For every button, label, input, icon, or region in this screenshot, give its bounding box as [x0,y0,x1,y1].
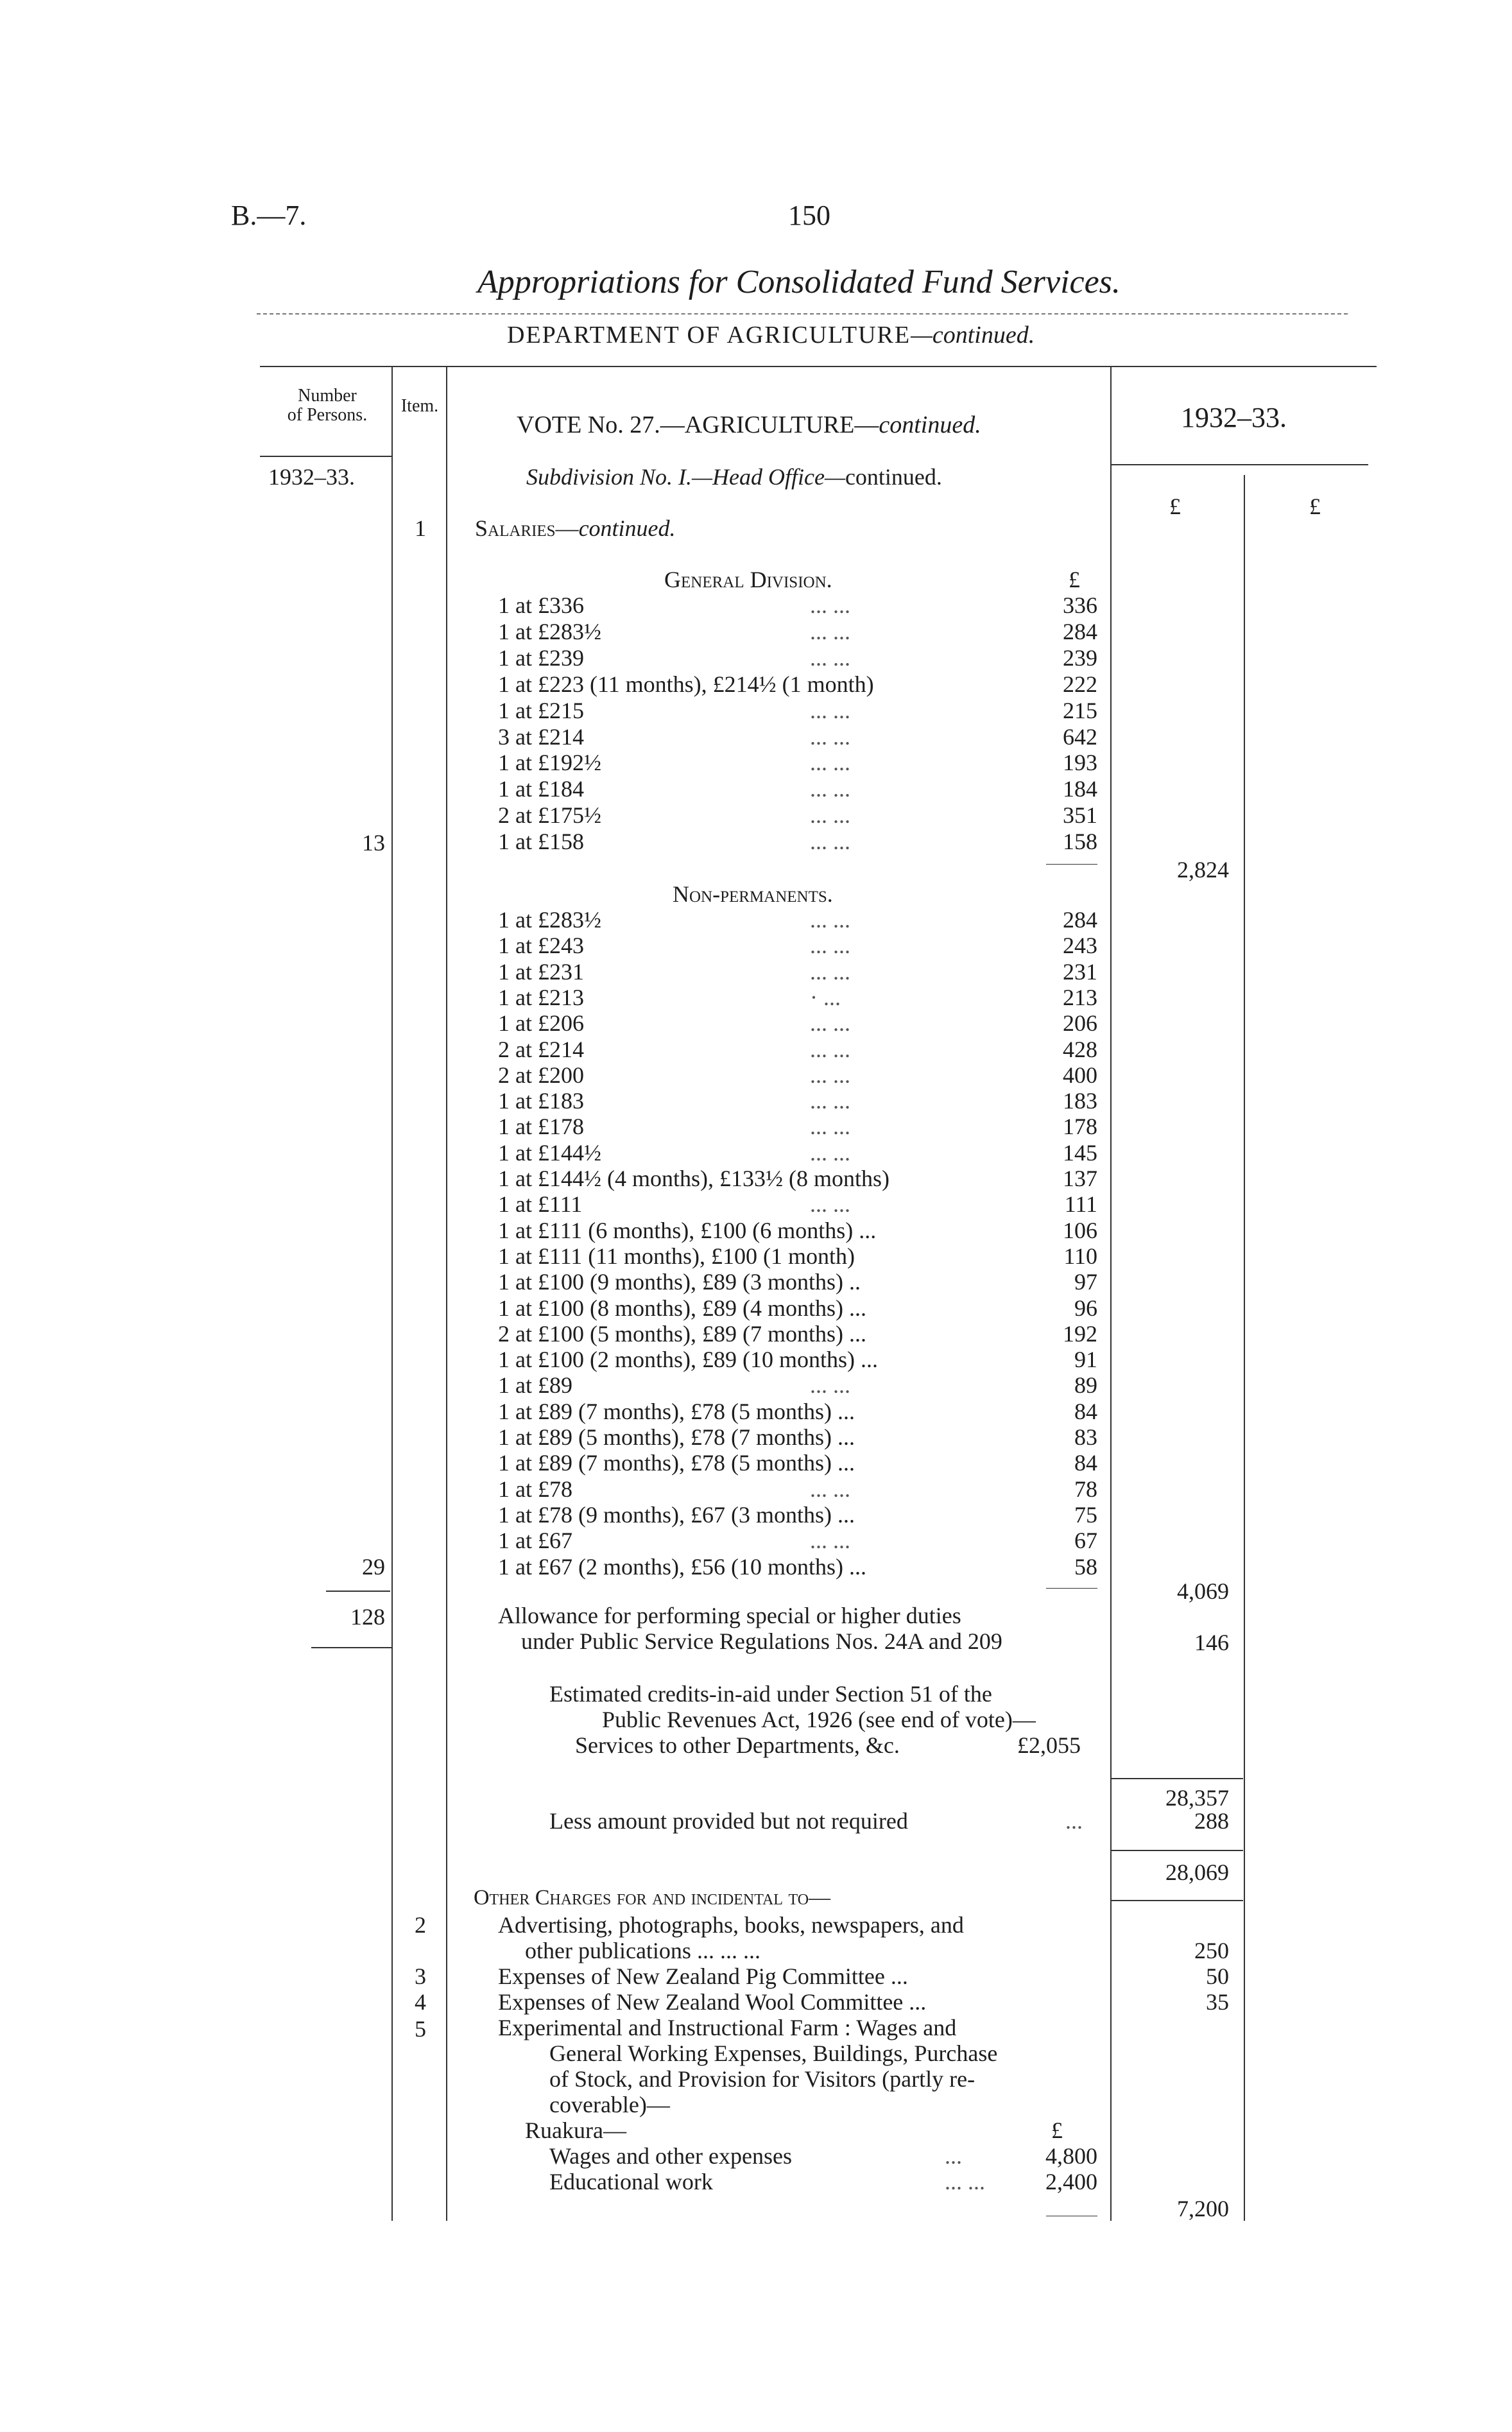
charge-amount: 35 [1206,1989,1229,2015]
persons-rule-2 [311,1647,391,1648]
total-persons: 128 [350,1604,385,1630]
salary-row-desc: 1 at £283½ [498,907,601,933]
general-division-heading: General Division. [664,567,832,592]
salary-row-desc: 1 at £192½ [498,750,601,775]
salary-row-dots: ... ... [810,698,850,723]
charge-line2: other publications ... ... ... [525,1938,760,1963]
farm-row-desc: Educational work [549,2169,713,2195]
persons-header-line1: Number [298,386,357,406]
salary-row-amount: 145 [1063,1140,1097,1166]
other-charges-heading: Other Charges for and incidental to— [474,1886,831,1910]
salary-row-dots: ... ... [810,933,850,958]
salaries-label: Salaries— [475,515,579,541]
salary-row-amount: 91 [1074,1347,1097,1372]
department-heading [507,321,1035,349]
salary-row-dots: ... ... [810,1372,850,1398]
salary-row-amount: 67 [1074,1528,1097,1553]
salary-row-dots: ... ... [810,1010,850,1036]
year-header-rule [1112,464,1368,465]
vote-header [517,411,981,439]
salary-row-amount: 184 [1063,776,1097,802]
salary-row-dots: ... ... [810,802,850,828]
salary-row-dots: ... ... [810,1088,850,1114]
credits-amount: £2,055 [1017,1732,1081,1758]
salary-row-dots: ... ... [810,776,850,802]
farm-total: 7,200 [1177,2196,1229,2221]
salary-row-amount: 89 [1074,1372,1097,1398]
non-permanents-heading: Non-permanents. [673,881,833,907]
department-suffix: —continued. [911,322,1035,349]
salary-row-amount: 400 [1063,1062,1097,1088]
salary-row-desc: 1 at £215 [498,698,584,723]
salary-row-amount: 192 [1063,1321,1097,1347]
subdivision-italic: Subdivision No. I.—Head Office— [526,464,845,490]
subtotal-rule [1112,1778,1243,1779]
charge-line1: Advertising, photographs, books, newspapers, and [498,1912,964,1938]
salaries-item-number: 1 [415,515,426,541]
salary-row-desc: 1 at £206 [498,1010,584,1036]
currency-right: £ [1309,494,1321,519]
farm-line1: Experimental and Instructional Farm : Wages and [498,2015,957,2040]
charge-line1: Expenses of New Zealand Pig Committee ... [498,1963,908,1989]
salary-row-amount: 183 [1063,1088,1097,1114]
salary-row-desc: 1 at £144½ (4 months), £133½ (8 months) [498,1166,889,1191]
salary-row-desc: 1 at £144½ [498,1140,601,1166]
allowance-line2: under Public Service Regulations Nos. 24A and 209 [521,1628,1002,1654]
salary-row-desc: 1 at £89 (7 months), £78 (5 months) ... [498,1399,855,1424]
salary-row-dots: ... ... [810,1528,850,1553]
allowance-line1: Allowance for performing special or higher duties [498,1603,961,1628]
persons-header-rule [260,456,391,457]
salary-row-dots: · ... [810,985,841,1010]
money-column-rule-left [1110,366,1112,2221]
page-number: 150 [788,200,830,231]
salary-row-desc: 3 at £214 [498,724,584,750]
persons-header [263,386,391,425]
year-header: 1932–33. [1181,402,1287,433]
persons-rule-1 [326,1591,390,1592]
currency-left: £ [1169,494,1181,519]
farm-item-number: 5 [415,2016,426,2042]
salary-row-desc: 1 at £231 [498,959,584,985]
item-column-rule-left [391,366,393,2221]
salaries-heading [475,515,676,542]
charge-amount: 250 [1194,1938,1229,1963]
salary-row-desc: 1 at £89 (5 months), £78 (7 months) ... [498,1424,855,1450]
salary-row-desc: 1 at £89 (7 months), £78 (5 months) ... [498,1450,855,1476]
subtotal: 28,357 [1165,1785,1229,1811]
salary-row-desc: 1 at £100 (2 months), £89 (10 months) ... [498,1347,878,1372]
page-reference: B.—7. [231,200,307,231]
salary-row-dots: ... ... [810,1114,850,1139]
less-label: Less amount provided but not required [549,1808,908,1834]
net-total-rule [1112,1850,1243,1851]
salary-row-dots: ... ... [810,750,850,775]
general-division-rule [1046,864,1097,865]
item-header: Item. [400,396,439,416]
credits-line2: Public Revenues Act, 1926 (see end of vote)— [602,1707,1036,1732]
salary-row-amount: 96 [1074,1295,1097,1321]
table-top-rule [260,366,1377,367]
salary-row-desc: 1 at £283½ [498,619,601,644]
non-permanents-total: 4,069 [1177,1578,1229,1604]
page-title: Appropriations for Consolidated Fund Services. [477,264,1121,300]
salary-row-amount: 84 [1074,1399,1097,1424]
charge-item-number: 3 [415,1963,426,1989]
salary-row-amount: 58 [1074,1554,1097,1580]
salary-row-desc: 1 at £111 (11 months), £100 (1 month) [498,1243,855,1269]
farm-row-dots: ... [945,2143,962,2169]
salary-row-desc: 1 at £100 (9 months), £89 (3 months) .. [498,1269,861,1295]
charge-item-number: 2 [415,1912,426,1938]
salary-row-desc: 2 at £100 (5 months), £89 (7 months) ... [498,1321,866,1347]
salary-row-dots: ... ... [810,592,850,618]
salary-row-amount: 231 [1063,959,1097,985]
charge-amount: 50 [1206,1963,1229,1989]
persons-year: 1932–33. [268,464,355,490]
net-total-rule-bottom [1112,1900,1243,1901]
salary-row-amount: 336 [1063,592,1097,618]
salary-row-desc: 1 at £158 [498,829,584,854]
salary-row-amount: 193 [1063,750,1097,775]
salary-row-amount: 351 [1063,802,1097,828]
subdivision-plain: continued. [845,464,942,490]
salary-row-dots: ... ... [810,1037,850,1062]
salary-row-amount: 83 [1074,1424,1097,1450]
farm-line2: General Working Expenses, Buildings, Purchase [549,2040,998,2066]
salary-row-dots: ... ... [810,1062,850,1088]
farm-row-amount: 4,800 [1045,2143,1097,2169]
department-name: DEPARTMENT OF AGRICULTURE [507,322,911,349]
salary-row-amount: 111 [1064,1191,1097,1217]
vote-suffix: continued. [879,411,981,438]
salary-row-desc: 1 at £183 [498,1088,584,1114]
salary-row-desc: 1 at £184 [498,776,584,802]
item-column-rule-right [446,366,447,2221]
salary-row-amount: 178 [1063,1114,1097,1139]
salary-row-dots: ... ... [810,959,850,985]
charge-line1: Expenses of New Zealand Wool Committee ... [498,1989,927,2015]
salary-row-desc: 1 at £213 [498,985,584,1010]
salaries-suffix: continued. [578,515,676,541]
salary-row-amount: 84 [1074,1450,1097,1476]
salary-row-amount: 158 [1063,829,1097,854]
net-total: 28,069 [1165,1859,1229,1885]
farm-line4: coverable)— [549,2092,670,2117]
title-rule [257,313,1348,315]
salary-row-amount: 284 [1063,619,1097,644]
salary-row-amount: 78 [1074,1476,1097,1502]
farm-row-desc: Wages and other expenses [549,2143,792,2169]
salary-row-desc: 1 at £223 (11 months), £214½ (1 month) [498,671,874,697]
allowance-amount: 146 [1194,1630,1229,1655]
salary-row-dots: ... ... [810,829,850,854]
subdivision-heading [526,463,942,490]
salary-row-desc: 2 at £200 [498,1062,584,1088]
farm-row-amount: 2,400 [1045,2169,1097,2195]
salary-row-desc: 1 at £336 [498,592,584,618]
less-dots: ... [1065,1808,1083,1834]
farm-line3: of Stock, and Provision for Visitors (partly re- [549,2066,975,2092]
salary-row-amount: 110 [1063,1243,1097,1269]
salary-row-amount: 75 [1074,1502,1097,1528]
salary-row-amount: 215 [1063,698,1097,723]
salary-row-desc: 1 at £111 (6 months), £100 (6 months) ... [498,1218,877,1243]
salary-row-amount: 97 [1074,1269,1097,1295]
salary-row-dots: ... ... [810,724,850,750]
farm-row-dots: ... ... [945,2169,985,2195]
salary-row-desc: 1 at £67 [498,1528,572,1553]
salary-row-dots: ... ... [810,619,850,644]
less-amount: 288 [1194,1808,1229,1834]
credits-line3: Services to other Departments, &c. [575,1732,900,1758]
charge-item-number: 4 [415,1989,426,2015]
salary-row-dots: ... ... [810,1191,850,1217]
salary-row-amount: 222 [1063,671,1097,697]
salary-row-desc: 1 at £239 [498,645,584,671]
salary-row-amount: 428 [1063,1037,1097,1062]
non-permanents-persons: 29 [362,1554,385,1580]
salary-row-dots: ... ... [810,907,850,933]
money-column-divider [1244,475,1245,2221]
salary-row-amount: 642 [1063,724,1097,750]
salary-row-amount: 137 [1063,1166,1097,1191]
persons-header-line2: of Persons. [287,405,368,425]
salary-row-amount: 106 [1063,1218,1097,1243]
general-division-currency: £ [1069,567,1080,592]
ruakura-label: Ruakura— [525,2117,626,2143]
salary-row-desc: 1 at £243 [498,933,584,958]
salary-row-desc: 1 at £100 (8 months), £89 (4 months) ... [498,1295,866,1321]
salary-row-desc: 1 at £78 (9 months), £67 (3 months) ... [498,1502,855,1528]
salary-row-desc: 1 at £78 [498,1476,572,1502]
salary-row-amount: 206 [1063,1010,1097,1036]
salary-row-amount: 213 [1063,985,1097,1010]
salary-row-amount: 239 [1063,645,1097,671]
farm-currency: £ [1051,2117,1063,2143]
salary-row-desc: 1 at £111 [498,1191,583,1217]
salary-row-desc: 1 at £89 [498,1372,572,1398]
salary-row-desc: 1 at £178 [498,1114,584,1139]
salary-row-desc: 2 at £214 [498,1037,584,1062]
non-permanents-rule [1046,1588,1097,1589]
salary-row-desc: 2 at £175½ [498,802,601,828]
vote-title: VOTE No. 27.—AGRICULTURE— [517,411,879,438]
credits-line1: Estimated credits-in-aid under Section 51 of the [549,1681,992,1707]
salary-row-amount: 284 [1063,907,1097,933]
salary-row-dots: ... ... [810,1476,850,1502]
general-division-persons: 13 [362,830,385,856]
salary-row-desc: 1 at £67 (2 months), £56 (10 months) ... [498,1554,866,1580]
salary-row-amount: 243 [1063,933,1097,958]
general-division-total: 2,824 [1177,857,1229,883]
salary-row-dots: ... ... [810,645,850,671]
salary-row-dots: ... ... [810,1140,850,1166]
